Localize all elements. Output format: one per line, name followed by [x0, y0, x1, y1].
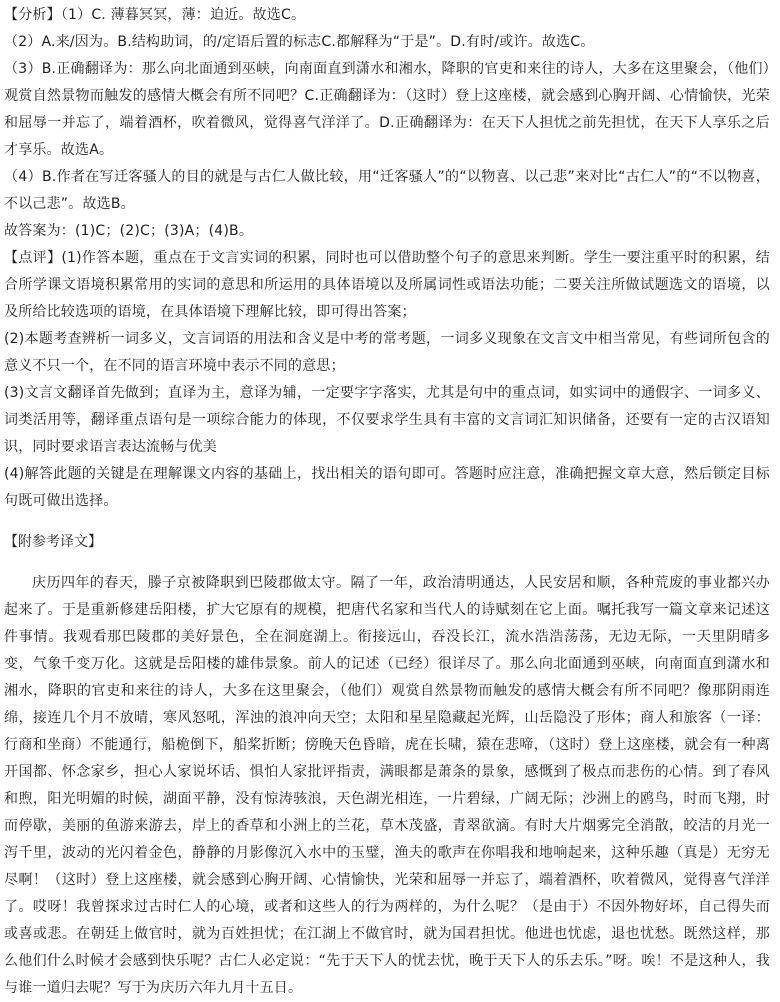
comment-item-1-text: (1)作答本题，重点在于文言实词的积累，同时也可以借助整个句子的意思来判断。学生一要注重平时的积累，结合所学课文语境积累常用的实词的意思和所运用的具体语境以及所属词性或语法功能；二要关注所做试题选文的语境，以及所给比较选项的语境，在具体语境下理解比较，即可得出答案； — [4, 250, 770, 320]
analysis-item-2: （2）A.来/因为。B.结构助词，的/定语后置的标志C.都解释为“于是”。D.有时/或许。故选C。 — [4, 34, 595, 50]
comment-section — [4, 245, 770, 515]
final-answer: 故答案为：(1)C；(2)C；(3)A；(4)B。 — [4, 223, 254, 239]
comment-item-2: (2)本题考查辨析一词多义，文言词语的用法和含义是中考的常考题，一词多义现象在文言文中相当常见，有些词所包含的意义不只一个，在不同的语言环境中表示不同的意思； — [4, 331, 770, 374]
spacer — [4, 556, 770, 570]
translation-body: 庆历四年的春天，滕子京被降职到巴陵郡做太守。隔了一年，政治清明通达，人民安居和顺，各种荒废的事业都兴办起来了。于是重新修建岳阳楼，扩大它原有的规模，把唐代名家和当代人的诗赋刻在它上面。嘱托我写一篇文章来记述这件事情。我观看那巴陵郡的美好景色，全在洞庭湖上。衔接远山，吞没长江，流水浩浩荡荡，无边无际，一天里阴晴多变，气象千变万化。这就是岳阳楼的雄伟景象。前人的记述（已经）很详尽了。那么向北面通到巫峡，向南面直到潇水和湘水，降职的官吏和来往的诗人，大多在这里聚会，（他们）观赏自然景物而触发的感情大概会有所不同吧？像那阴雨连绵，接连几个月不放晴，寒风怒吼，浑浊的浪冲向天空；太阳和星星隐藏起光辉，山岳隐没了形体；商人和旅客（一译：行商和坐商）不能通行，船桅倒下，船桨折断；傍晚天色昏暗，虎在长啸，猿在悲啼，（这时）登上这座楼，就会有一种离开国都、怀念家乡，担心人家说坏话、惧怕人家批评指责，满眼都是萧条的景象，感慨到了极点而悲伤的心情。到了春风和煦，阳光明媚的时候，湖面平静，没有惊涛骇浪，天色湖光相连，一片碧绿，广阔无际；沙洲上的鸥鸟，时而飞翔，时而停歇，美丽的鱼游来游去，岸上的香草和小洲上的兰花，草木茂盛，青翠欲滴。有时大片烟雾完全消散，皎洁的月光一泻千里，波动的光闪着金色，静静的月影像沉入水中的玉璧，渔夫的歌声在你唱我和地响起来，这种乐趣（真是）无穷无尽啊！（这时）登上这座楼，就会感到心胸开阔、心情愉快，光荣和屈辱一并忘了，端着酒杯，吹着微风，觉得喜气洋洋了。哎呀！我曾探求过古时仁人的心境，或者和这些人的行为两样的，为什么呢？（是由于）不因外物好坏，自己得失而或喜或悲。在朝廷上做官时，就为百姓担忧；在江湖上不做官时，就为国君担忧。他进也忧虑，退也忧愁。既然这样，那么他们什么时候才会感到快乐呢？古仁人必定说：“先于天下人的忧去忧，晚于天下人的乐去乐。”呀。唉！不是这种人，我与谁一道归去呢？写于为庆历六年九月十五日。 — [4, 575, 770, 996]
comment-item-3: (3)文言文翻译首先做到；直译为主，意译为辅，一定要字字落实，尤其是句中的重点词，如实词中的通假字、一词多义、词类活用等，翻译重点语句是一项综合能力的体现，不仅要求学生具有丰富的文言词汇知识储备，还要有一定的古汉语知识，同时要求语言表达流畅与优美 — [4, 385, 770, 455]
analysis-item-1-text: （1）C. 薄暮冥冥，薄：迫近。故选C。 — [60, 7, 306, 23]
comment-item-4: (4)解答此题的关键是在理解课文内容的基础上，找出相关的语句即可。答题时应注意，准确把握文章大意，然后锁定目标句既可做出选择。 — [4, 466, 770, 509]
spacer — [4, 515, 770, 529]
comment-item-1 — [4, 245, 770, 326]
analysis-section — [4, 2, 770, 245]
comment-header: 【点评】 — [4, 250, 62, 266]
analysis-item-3: （3）B.正确翻译为：那么向北面通到巫峡，向南面直到潇水和湘水，降职的官吏和来往的诗人，大多在这里聚会，（他们）观赏自然景物而触发的感情大概会有所不同吧？C.正确翻译为：（这时）登上这座楼，就会感到心胸开阔、心情愉快，光荣和屈辱一并忘了，端着酒杯，吹着微风，觉得喜气洋洋了。D.正确翻译为：在天下人担忧之前先担忧，在天下人享乐之后才享乐。故选A。 — [4, 61, 770, 158]
analysis-item-1 — [4, 2, 770, 29]
analysis-header: 【分析】 — [4, 7, 61, 23]
translation-section — [4, 529, 770, 1002]
translation-header: 【附参考译文】 — [4, 534, 102, 550]
analysis-item-4: （4）B.作者在写迁客骚人的目的就是与古仁人做比较，用“迁客骚人”的“以物喜、以己悲”来对比“古仁人”的“不以物喜，不以己悲”。故选B。 — [4, 169, 770, 212]
